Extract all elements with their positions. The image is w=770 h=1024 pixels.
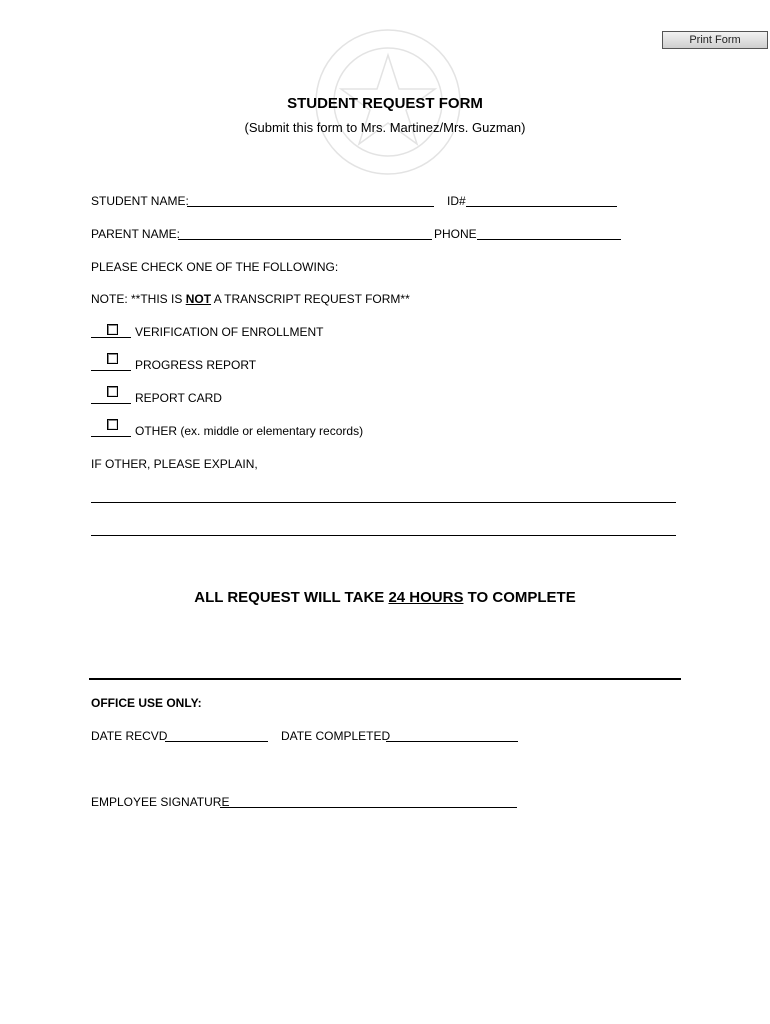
office-use-heading: OFFICE USE ONLY: bbox=[91, 696, 202, 710]
date-completed-field[interactable] bbox=[386, 741, 518, 742]
option-blank-line bbox=[91, 337, 131, 338]
id-label: ID# bbox=[447, 194, 466, 208]
option-label-report-card: REPORT CARD bbox=[135, 391, 222, 405]
parent-name-field[interactable] bbox=[178, 239, 432, 240]
transcript-note bbox=[91, 292, 410, 306]
employee-signature-label: EMPLOYEE SIGNATURE bbox=[91, 795, 230, 809]
date-recvd-field[interactable] bbox=[165, 741, 268, 742]
date-recvd-label: DATE RECVD bbox=[91, 729, 168, 743]
option-blank-line bbox=[91, 403, 131, 404]
student-name-label: STUDENT NAME: bbox=[91, 194, 189, 208]
id-field[interactable] bbox=[466, 206, 617, 207]
parent-name-label: PARENT NAME: bbox=[91, 227, 180, 241]
note-prefix: NOTE: **THIS IS bbox=[91, 292, 186, 306]
option-label-verification: VERIFICATION OF ENROLLMENT bbox=[135, 325, 324, 339]
checkbox-other[interactable] bbox=[107, 419, 118, 430]
checkbox-progress-report[interactable] bbox=[107, 353, 118, 364]
section-divider bbox=[89, 678, 681, 680]
notice-emphasis: 24 HOURS bbox=[388, 589, 464, 606]
student-name-field[interactable] bbox=[187, 206, 434, 207]
notice-prefix: ALL REQUEST WILL TAKE bbox=[194, 589, 389, 606]
phone-field[interactable] bbox=[477, 239, 621, 240]
option-blank-line bbox=[91, 370, 131, 371]
checkbox-verification-of-enrollment[interactable] bbox=[107, 324, 118, 335]
explain-line-1[interactable] bbox=[91, 502, 676, 503]
print-form-button[interactable]: Print Form bbox=[662, 31, 768, 49]
explain-label: IF OTHER, PLEASE EXPLAIN, bbox=[91, 457, 258, 471]
option-label-progress-report: PROGRESS REPORT bbox=[135, 358, 257, 372]
check-one-instruction: PLEASE CHECK ONE OF THE FOLLOWING: bbox=[91, 260, 339, 274]
checkbox-report-card[interactable] bbox=[107, 386, 118, 397]
option-blank-line bbox=[91, 436, 131, 437]
explain-line-2[interactable] bbox=[91, 535, 676, 536]
employee-signature-field[interactable] bbox=[220, 807, 517, 808]
notice-suffix: TO COMPLETE bbox=[463, 589, 576, 606]
form-subtitle: (Submit this form to Mrs. Martinez/Mrs. Guzman) bbox=[244, 120, 526, 135]
option-label-other: OTHER (ex. middle or elementary records) bbox=[135, 424, 364, 438]
form-title: STUDENT REQUEST FORM bbox=[287, 95, 483, 112]
phone-label: PHONE bbox=[434, 227, 477, 241]
processing-time-notice bbox=[0, 589, 770, 606]
date-completed-label: DATE COMPLETED bbox=[281, 729, 391, 743]
note-suffix: A TRANSCRIPT REQUEST FORM** bbox=[211, 292, 410, 306]
note-emphasis: NOT bbox=[185, 292, 212, 306]
